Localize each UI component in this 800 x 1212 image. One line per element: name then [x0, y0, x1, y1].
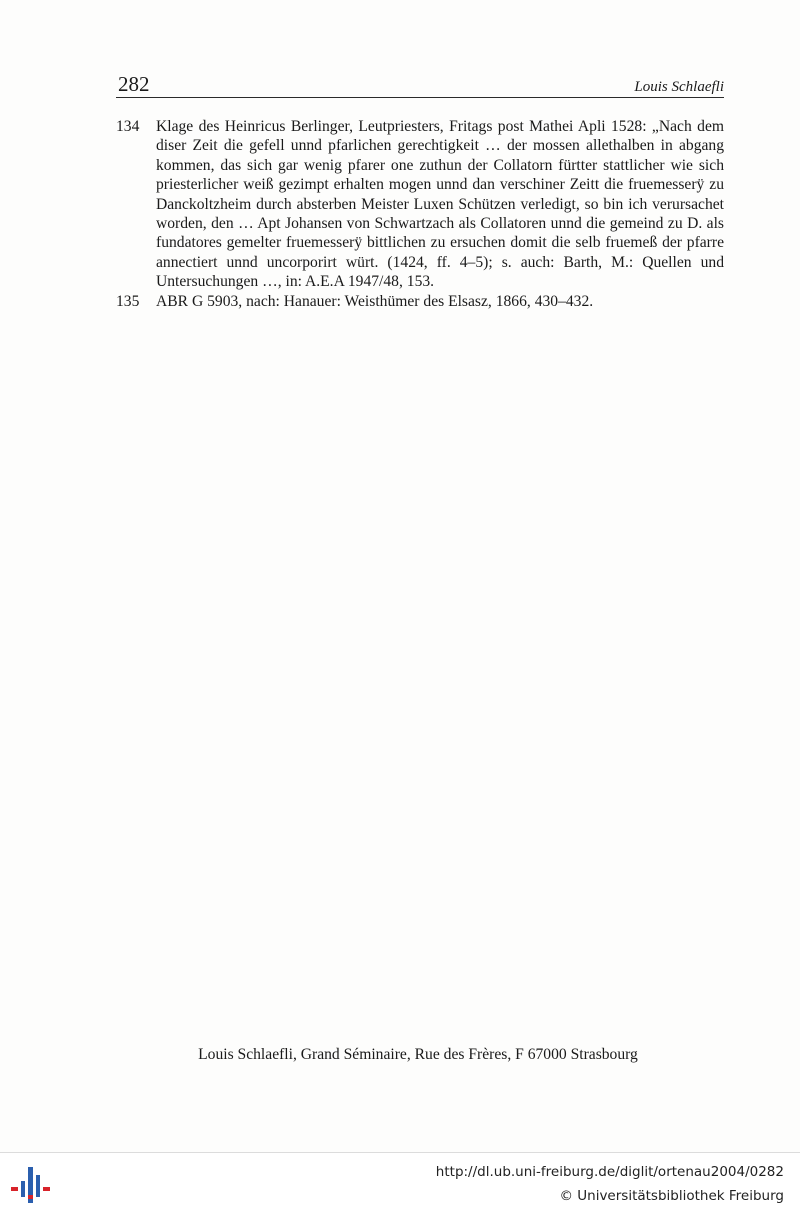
author-address: Louis Schlaefli, Grand Séminaire, Rue des Frères, F 67000 Strasbourg — [198, 1046, 638, 1063]
footnotes — [116, 117, 724, 311]
permalink-url[interactable]: http://dl.ub.uni-freiburg.de/diglit/ortenau2004/0282 — [435, 1164, 784, 1180]
footnote — [116, 117, 724, 292]
footnote — [116, 292, 724, 311]
footnote-text: Klage des Heinricus Berlinger, Leutpriesters, Fritags post Mathei Apli 1528: „Nach dem diser Zeit die gefell unnd pfarlichen gerechtigkeit … der mossen allethalben in abgang kommen, das sich gar wenig pfarer one zuthun der Collatorn fürtter stattlicher wie sich priesterlicher weiß gezimpt erhalten mogen unnd dan verschiner Zeitt die fruemesserÿ zu Danckoltzheim durch absterben Meister Luxen Schützen verledigt, so bin ich verursachet worden, den … Apt Johansen von Schwartzach als Collatoren unnd die gemeind zu D. als fundatores gemelter fruemesserÿ bittlichen zu ersuchen domit die selb fruemeß der pfarre annectiert unnd uncorporirt würt. (1424, ff. 4–5); s. auch: Barth, M.: Quellen und Untersuchungen …, in: A.E.A 1947/48, 153. — [156, 118, 724, 291]
copyright-notice: © Universitätsbibliothek Freiburg — [559, 1188, 784, 1204]
footnote-text: ABR G 5903, nach: Hanauer: Weisthümer des Elsasz, 1866, 430–432. — [156, 292, 594, 310]
footnote-number: 135 — [116, 292, 140, 310]
ub-freiburg-logo-icon[interactable] — [10, 1165, 52, 1205]
page-number: 282 — [118, 72, 150, 96]
footnote-number: 134 — [116, 118, 140, 135]
running-head: Louis Schlaefli — [634, 79, 724, 95]
viewer-footer — [0, 1152, 800, 1212]
header-rule — [116, 97, 724, 98]
